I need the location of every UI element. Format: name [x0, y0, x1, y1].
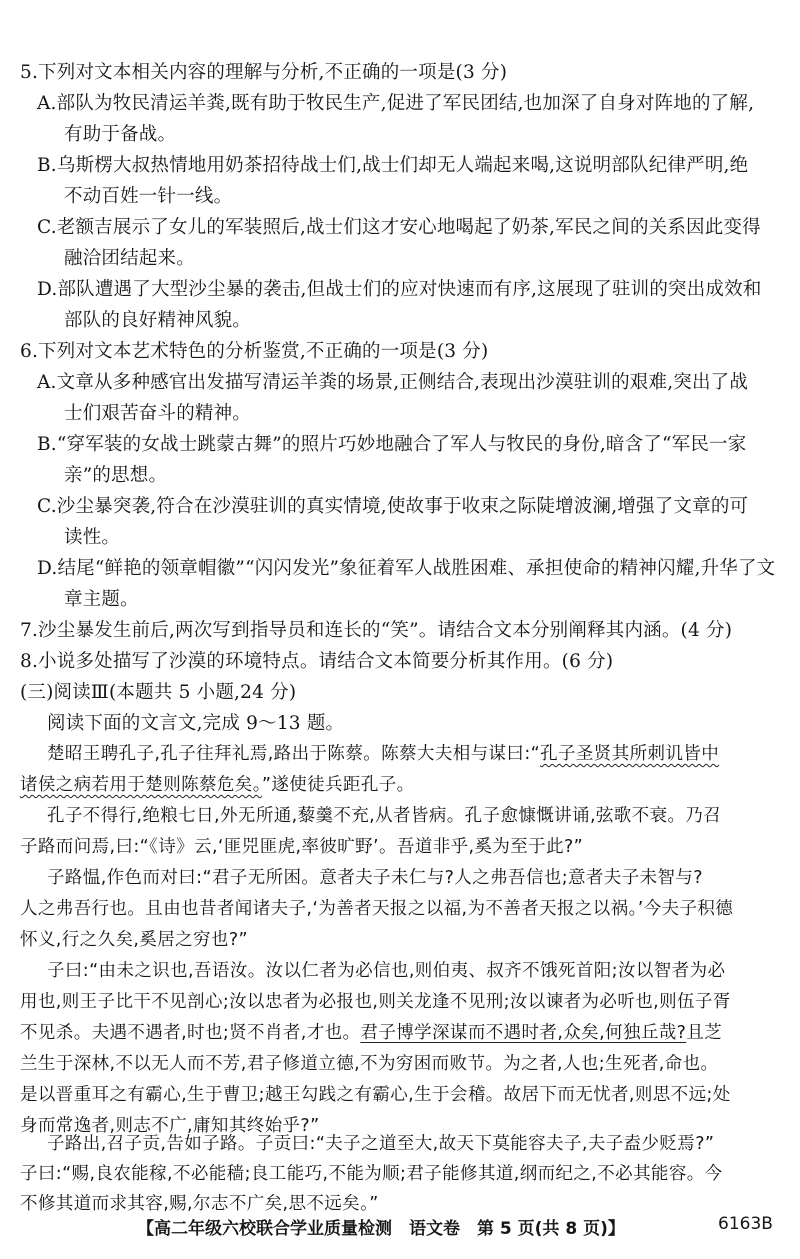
passage-paragraph-4-line-2: 用也,则王子比干不见剖心;汝以忠者为必报也,则关龙逢不见刑;汝以谏者为必听也,则伍子胥 — [20, 992, 731, 1012]
passage-paragraph-4-line-1: 子曰:“由未之识也,吾语汝。汝以仁者为必信也,则伯夷、叔齐不饿死首阳;汝以智者为必 — [47, 961, 726, 981]
question-5-option-b: B.乌斯楞大叔热情地用奶茶招待战士们,战士们却无人端起来喝,这说明部队纪律严明,绝 — [37, 155, 749, 176]
question-5-stem: 5.下列对文本相关内容的理解与分析,不正确的一项是(3 分) — [20, 62, 508, 83]
passage-paragraph-5-line-2: 子曰:“赐,良农能稼,不必能穑;良工能巧,不能为顺;君子能修其道,纲而纪之,不必其能容。今 — [20, 1164, 723, 1184]
question-5-option-d: D.部队遭遇了大型沙尘暴的袭击,但战士们的应对快速而有序,这展现了驻训的突出成效和 — [37, 279, 762, 300]
question-6-option-c: C.沙尘暴突袭,符合在沙漠驻训的真实情境,使故事于收束之际陡增波澜,增强了文章的可 — [37, 496, 749, 517]
wavy-underlined-text: 诸侯之病若用于楚则陈蔡危矣。 — [20, 775, 262, 795]
question-6-option-a: A.文章从多种感官出发描写清运羊粪的场景,正侧结合,表现出沙漠驻训的艰难,突出了战 — [37, 372, 749, 393]
question-5-option-b-cont: 不动百姓一针一线。 — [64, 186, 233, 207]
question-7: 7.沙尘暴发生前后,两次写到指导员和连长的“笑”。请结合文本分别阐释其内涵。(4 分) — [20, 620, 733, 641]
passage-paragraph-5-line-3: 不修其道而求其容,赐,尔志不广矣,思不远矣。” — [20, 1194, 379, 1214]
question-6-option-a-cont: 士们艰苦奋斗的精神。 — [64, 403, 252, 424]
question-6-option-b-cont: 亲”的思想。 — [64, 465, 168, 486]
passage-paragraph-4-line-4: 兰生于深林,不以无人而不芳,君子修道立德,不为穷困而败节。为之者,人也;生死者,命也。 — [20, 1054, 719, 1074]
passage-paragraph-5-line-1: 子路出,召子贡,告如子路。子贡曰:“夫子之道至大,故天下莫能容夫子,夫子盍少贬焉?” — [47, 1134, 715, 1154]
passage-paragraph-4-line-3 — [20, 1019, 722, 1044]
passage-text: 楚昭王聘孔子,孔子往拜礼焉,路出于陈蔡。陈蔡大夫相与谋曰:“ — [47, 744, 541, 764]
passage-text: 不见杀。夫遇不遇者,时也;贤不肖者,才也。 — [20, 1023, 361, 1043]
wavy-underlined-text: 孔子圣贤其所刺讥皆中 — [540, 744, 720, 764]
page-footer — [0, 1214, 800, 1244]
section-heading: (三)阅读Ⅲ(本题共 5 小题,24 分) — [20, 682, 297, 703]
passage-paragraph-1-line-1 — [47, 740, 719, 765]
question-5-option-c-cont: 融洽团结起来。 — [64, 248, 195, 269]
passage-paragraph-2-line-1: 孔子不得行,绝粮七日,外无所通,藜羹不充,从者皆病。孔子愈慷慨讲诵,弦歌不衰。乃召 — [47, 806, 722, 826]
passage-paragraph-3-line-1: 子路愠,作色而对曰:“君子无所困。意者夫子未仁与?人之弗吾信也;意者夫子未智与? — [47, 868, 703, 888]
question-6-option-d: D.结尾“鲜艳的领章帽徽”“闪闪发光”象征着军人战胜困难、承担使命的精神闪耀,升华了文 — [37, 558, 776, 579]
footer-code: 6163B — [718, 1214, 773, 1234]
section-instruction: 阅读下面的文言文,完成 9～13 题。 — [47, 713, 345, 734]
passage-paragraph-2-line-2: 子路而问焉,曰:“《诗》云,‘匪兕匪虎,率彼旷野’。吾道非乎,奚为至于此?” — [20, 837, 584, 857]
underlined-sentence: 君子博学深谋而不遇时者,众矣,何独丘哉? — [360, 1023, 687, 1043]
question-5-option-d-cont: 部队的良好精神风貌。 — [64, 310, 252, 331]
question-6-option-c-cont: 读性。 — [64, 527, 121, 548]
passage-text: 且芝 — [686, 1023, 723, 1043]
question-6-stem: 6.下列对文本艺术特色的分析鉴赏,不正确的一项是(3 分) — [20, 341, 489, 362]
passage-paragraph-3-line-2: 人之弗吾行也。且由也昔者闻诸夫子,‘为善者天报之以福,为不善者天报之以祸。’今夫子积德 — [20, 899, 734, 919]
footer-title: 【高二年级六校联合学业质量检测 语文卷 第 5 页(共 8 页)】 — [137, 1219, 625, 1239]
question-5-option-a-cont: 有助于备战。 — [64, 124, 177, 145]
passage-paragraph-4-line-5: 是以晋重耳之有霸心,生于曹卫;越王勾践之有霸心,生于会稽。故居下而无忧者,则思不远;处 — [20, 1085, 731, 1105]
question-8: 8.小说多处描写了沙漠的环境特点。请结合文本简要分析其作用。(6 分) — [20, 651, 614, 672]
question-5-option-c: C.老额吉展示了女儿的军装照后,战士们这才安心地喝起了奶茶,军民之间的关系因此变得 — [37, 217, 761, 238]
question-5-option-a: A.部队为牧民清运羊粪,既有助于牧民生产,促进了军民团结,也加深了自身对阵地的了解, — [37, 93, 755, 114]
question-6-option-d-cont: 章主题。 — [64, 589, 139, 610]
passage-paragraph-3-line-3: 怀义,行之久矣,奚居之穷也?” — [20, 930, 248, 950]
passage-text: ”遂使徒兵距孔子。 — [261, 775, 415, 795]
passage-paragraph-1-line-2 — [20, 771, 415, 796]
question-6-option-b: B.“穿军装的女战士跳蒙古舞”的照片巧妙地融合了军人与牧民的身份,暗含了“军民一家 — [37, 434, 747, 455]
passage-paragraph-4-line-6: 身而常逸者,则志不广,庸知其终始乎?” — [20, 1116, 320, 1136]
